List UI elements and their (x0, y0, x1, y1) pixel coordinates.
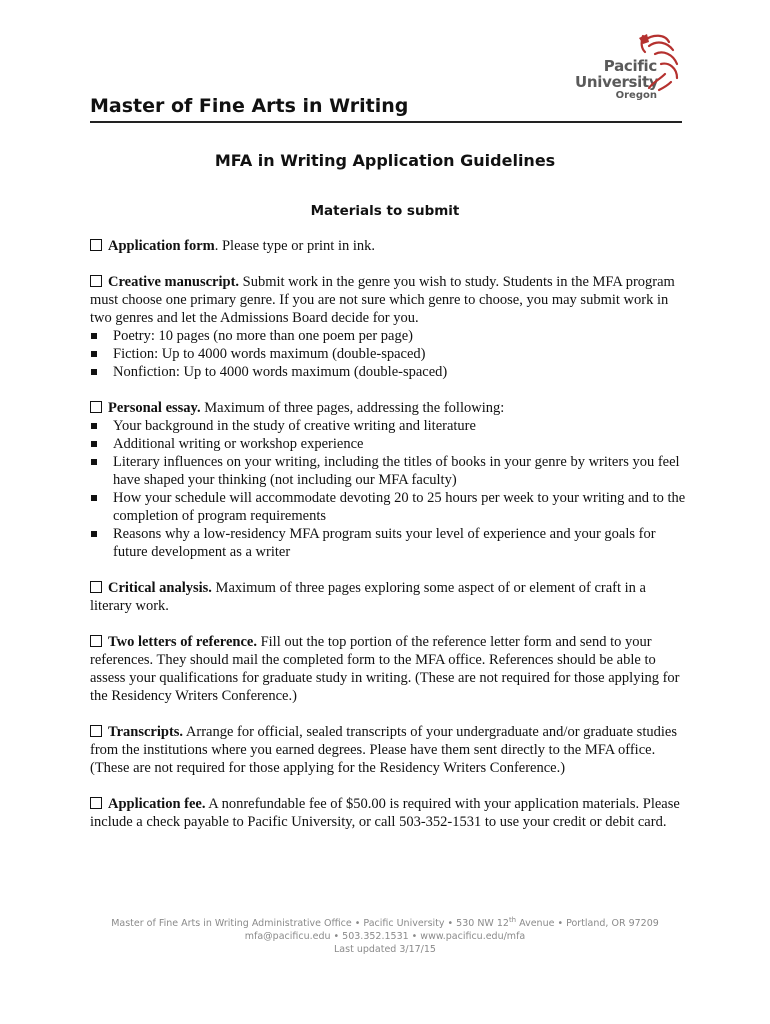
bullet-item (90, 417, 690, 435)
bullet-list (90, 417, 690, 561)
material-item-description: Maximum of three pages, addressing the following: (200, 400, 505, 416)
title-divider (90, 121, 682, 123)
material-item-text (90, 633, 690, 705)
bullet-text: Poetry: 10 pages (no more than one poem per page) (113, 328, 413, 344)
material-item-text (90, 723, 690, 777)
bullet-text: Your background in the study of creative writing and literature (113, 418, 476, 434)
bullet-square-icon (91, 531, 97, 537)
footer-updated: Last updated 3/17/15 (334, 944, 436, 956)
boxer-dragon-icon (635, 32, 685, 92)
material-item (90, 795, 690, 831)
bullet-text: Fiction: Up to 4000 words maximum (double-spaced) (113, 346, 426, 362)
footer-address-sup: th (508, 916, 517, 924)
material-item-heading: Application fee. (108, 796, 206, 812)
bullet-item (90, 345, 690, 363)
bullet-text: How your schedule will accommodate devoting 20 to 25 hours per week to your writing and to the completion of program requirements (113, 490, 686, 524)
pacific-university-logo (575, 32, 685, 112)
bullet-text: Reasons why a low-residency MFA program suits your level of experience and your goals for future development as a writer (113, 526, 656, 560)
bullet-text: Nonfiction: Up to 4000 words maximum (double-spaced) (113, 364, 448, 380)
document-subtitle: MFA in Writing Application Guidelines (214, 151, 556, 170)
material-item-description: A nonrefundable fee of $50.00 is required with your application materials. Please include a check payable to Pacific University, or call 503-352-1531 to use your credit or debit card. (90, 796, 680, 830)
material-item-heading: Personal essay. (108, 400, 201, 416)
material-item-description: Submit work in the genre you wish to study. Students in the MFA program must choose one primary genre. If you are not sure which genre to choose, you may submit work in two genres and let the Admissions Board decide for you. (90, 274, 675, 326)
logo-line-3: Oregon (615, 90, 657, 101)
material-item-heading: Creative manuscript. (108, 274, 240, 290)
bullet-item (90, 435, 690, 453)
bullet-item (90, 489, 690, 525)
checkbox-icon (90, 401, 102, 413)
material-item-description: Arrange for official, sealed transcripts of your undergraduate and/or graduate studies from the institutions where you earned degrees. Please have them sent directly to the MFA office. (These are not required for those applying for the Residency Writers Conference.) (90, 724, 677, 776)
material-item-heading: Transcripts. (108, 724, 184, 740)
bullet-square-icon (91, 351, 97, 357)
bullet-item (90, 525, 690, 561)
materials-list (90, 237, 690, 849)
material-item-heading: Critical analysis. (108, 580, 212, 596)
bullet-square-icon (91, 369, 97, 375)
material-item (90, 399, 690, 561)
material-item (90, 723, 690, 777)
footer-contact: mfa@pacificu.edu • 503.352.1531 • www.pacificu.edu/mfa (244, 931, 526, 943)
material-item-heading: Two letters of reference. (108, 634, 257, 650)
material-item-text (90, 237, 690, 255)
checkbox-icon (90, 635, 102, 647)
bullet-square-icon (91, 459, 97, 465)
footer-address-pre: Master of Fine Arts in Writing Administrative Office • Pacific University • 530 NW 12 (111, 918, 509, 930)
material-item-text (90, 273, 690, 327)
bullet-item (90, 363, 690, 381)
footer-address-post: Avenue • Portland, OR 97209 (516, 918, 659, 930)
logo-line-1: Pacific (603, 57, 657, 75)
logo-line-2: University (575, 73, 659, 91)
bullet-list (90, 327, 690, 381)
material-item-description: . Please type or print in ink. (214, 238, 376, 254)
material-item-description: Fill out the top portion of the reference letter form and send to your references. They should mail the completed form to the MFA office. References should be able to assess your qualifications for graduate study in writing. (These are not required for those applying for the Residency Writers Conference.) (90, 634, 680, 704)
material-item (90, 273, 690, 381)
bullet-square-icon (91, 495, 97, 501)
bullet-square-icon (91, 423, 97, 429)
bullet-square-icon (91, 333, 97, 339)
material-item-text (90, 399, 690, 417)
material-item-text (90, 795, 690, 831)
material-item (90, 579, 690, 615)
material-item (90, 237, 690, 255)
checkbox-icon (90, 275, 102, 287)
checkbox-icon (90, 239, 102, 251)
material-item (90, 633, 690, 705)
checkbox-icon (90, 797, 102, 809)
checkbox-icon (90, 581, 102, 593)
bullet-item (90, 453, 690, 489)
material-item-text (90, 579, 690, 615)
material-item-description: Maximum of three pages exploring some aspect of or element of craft in a literary work. (90, 580, 646, 614)
footer (0, 914, 770, 956)
checkbox-icon (90, 725, 102, 737)
footer-address (0, 914, 770, 930)
bullet-square-icon (91, 441, 97, 447)
material-item-heading: Application form (108, 238, 215, 254)
bullet-text: Additional writing or workshop experience (113, 436, 364, 452)
section-heading: Materials to submit (310, 203, 460, 219)
bullet-item (90, 327, 690, 345)
page-title: Master of Fine Arts in Writing (90, 95, 409, 117)
bullet-text: Literary influences on your writing, including the titles of books in your genre by writers you feel have shaped your thinking (not including our MFA faculty) (113, 454, 680, 488)
